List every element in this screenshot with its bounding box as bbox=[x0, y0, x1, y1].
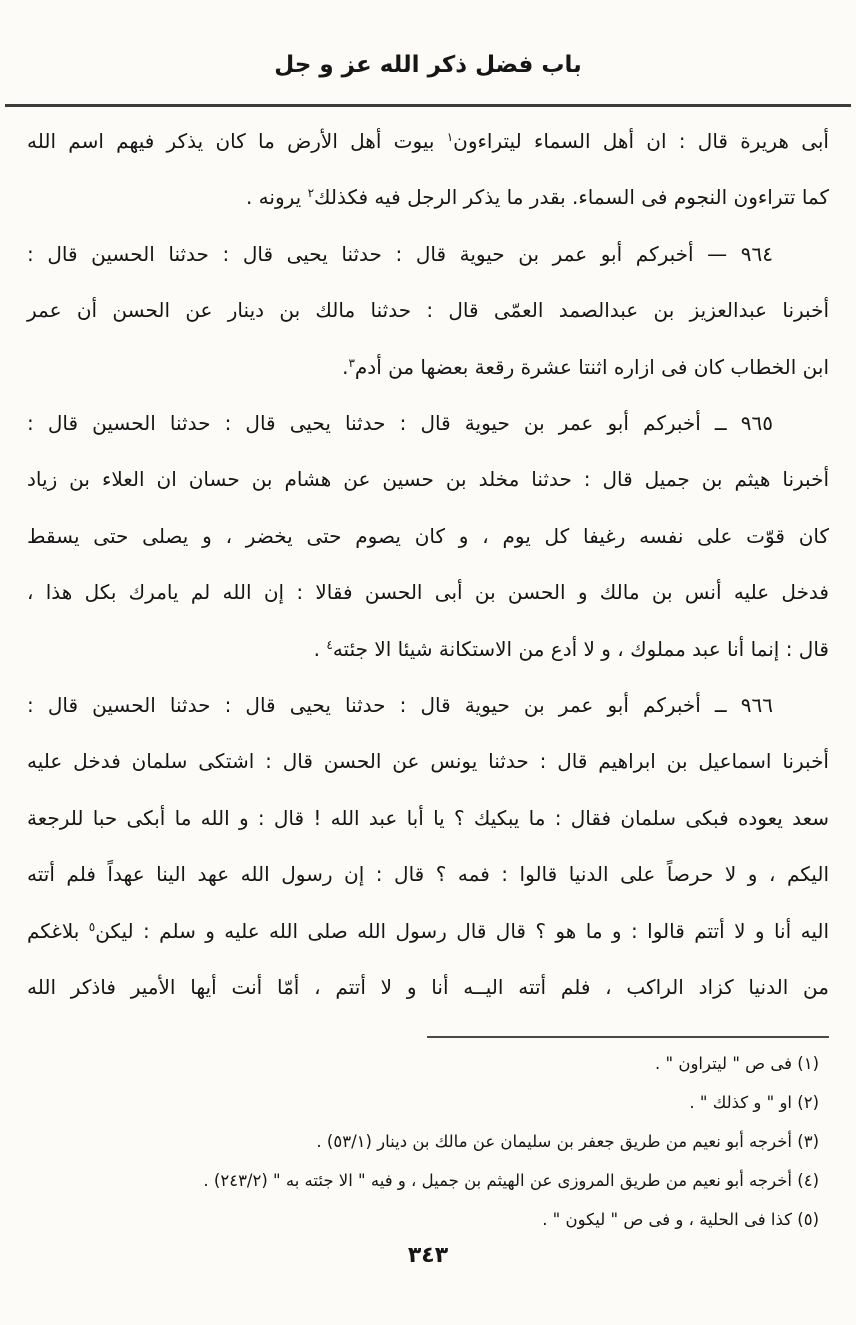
hadith-line: ٩٦٦ ــ أخبركم أبو عمر بن حيوية قال : حدثنا يحيى قال : حدثنا الحسين قال : bbox=[27, 693, 773, 718]
hadith-line: أخبرنا هيثم بن جميل قال : حدثنا مخلد بن حسين عن هشام بن حسان ان العلاء بن زياد bbox=[27, 467, 829, 492]
hadith-line: كان قوّت على نفسه رغيفا كل يوم ، و كان يصوم حتى يخضر ، و يصلى حتى يسقط bbox=[27, 523, 829, 548]
hadith-line: ٩٦٤ — أخبركم أبو عمر بن حيوية قال : حدثنا يحيى قال : حدثنا الحسين قال : bbox=[27, 241, 773, 266]
text-line: أبى هريرة قال : ان أهل السماء ليتراءون$^١$ بيوت أهل الأرض ما كان يذكر فيهم اسم الله bbox=[27, 129, 829, 153]
hadith-line: اليكم ، و لا حرصاً على الدنيا قالوا : فمه ؟ قال : إن رسول الله عهد الينا عهداً فلم أتته bbox=[27, 862, 829, 887]
page-number: ٣٤٣ bbox=[407, 1243, 449, 1268]
footnote-mark: ٢ bbox=[307, 186, 315, 201]
body-text bbox=[27, 113, 829, 1016]
hadith-line: قال : إنما أنا عبد مملوك ، و لا أدع من الاستكانة شيئا الا جئته$^٤$ . bbox=[313, 636, 829, 661]
footnote-item: (٢) او " و كذلك " . bbox=[689, 1093, 819, 1112]
hadith-line: من الدنيا كزاد الراكب ، فلم أتته اليــه أنا و لا أتتم ، أمّا أنت أيها الأمير فاذكر الله bbox=[27, 975, 829, 1000]
hadith-line: أخبرنا اسماعيل بن ابراهيم قال : حدثنا يونس عن الحسن قال : اشتكى سلمان فدخل عليه bbox=[27, 749, 829, 774]
hadith-line: ابن الخطاب كان فى ازاره اثنتا عشرة رقعة بعضها من أدم$^٣$. bbox=[342, 354, 829, 379]
header-rule bbox=[5, 104, 851, 107]
footnote-mark: ٤ bbox=[326, 637, 333, 652]
hadith-line: فدخل عليه أنس بن مالك و الحسن بن أبى الحسن فقالا : إن الله لم يامرك بكل هذا ، bbox=[27, 580, 829, 605]
hadith-line: ٩٦٥ ــ أخبركم أبو عمر بن حيوية قال : حدثنا يحيى قال : حدثنا الحسين قال : bbox=[27, 411, 773, 436]
footnote-mark: ٥ bbox=[88, 919, 96, 934]
hadith-line: أخبرنا عبدالعزيز بن عبدالصمد العمّى قال : حدثنا مالك بن دينار عن الحسن أن عمر bbox=[27, 298, 829, 323]
footnote-item: (٣) أخرجه أبو نعيم من طريق جعفر بن سليمان عن مالك بن دينار (٥٣/١) . bbox=[316, 1132, 819, 1151]
footnote-item: (٥) كذا فى الحلية ، و فى ص " ليكون " . bbox=[542, 1210, 819, 1229]
footnote-mark: ٣ bbox=[348, 355, 355, 370]
chapter-title: باب فضل ذكر الله عز و جل bbox=[274, 52, 582, 78]
footnote-mark: ١ bbox=[446, 130, 454, 144]
hadith-line: سعد يعوده فبكى سلمان فقال : ما يبكيك ؟ يا أبا عبد الله ! قال : و الله ما أبكى حبا للرجعة bbox=[27, 805, 829, 830]
hadith-line: اليه أنا و لا أتتم قالوا : و ما هو ؟ قال قال رسول الله صلى الله عليه و سلم : ليكن$^٥$ بلاغكم bbox=[27, 918, 829, 943]
footnote-item: (١) فى ص " ليتراون " . bbox=[655, 1054, 819, 1073]
footnote-item: (٤) أخرجه أبو نعيم من طريق المروزى عن الهيثم بن جميل ، و فيه " الا جئته به " (٢٤٣/٢) . bbox=[203, 1171, 819, 1190]
text-line: كما تتراءون النجوم فى السماء. بقدر ما يذكر الرجل فيه فكذلك$^٢$ يرونه . bbox=[245, 185, 829, 210]
footnotes-list bbox=[27, 1044, 829, 1239]
footnote-separator bbox=[427, 1036, 829, 1038]
